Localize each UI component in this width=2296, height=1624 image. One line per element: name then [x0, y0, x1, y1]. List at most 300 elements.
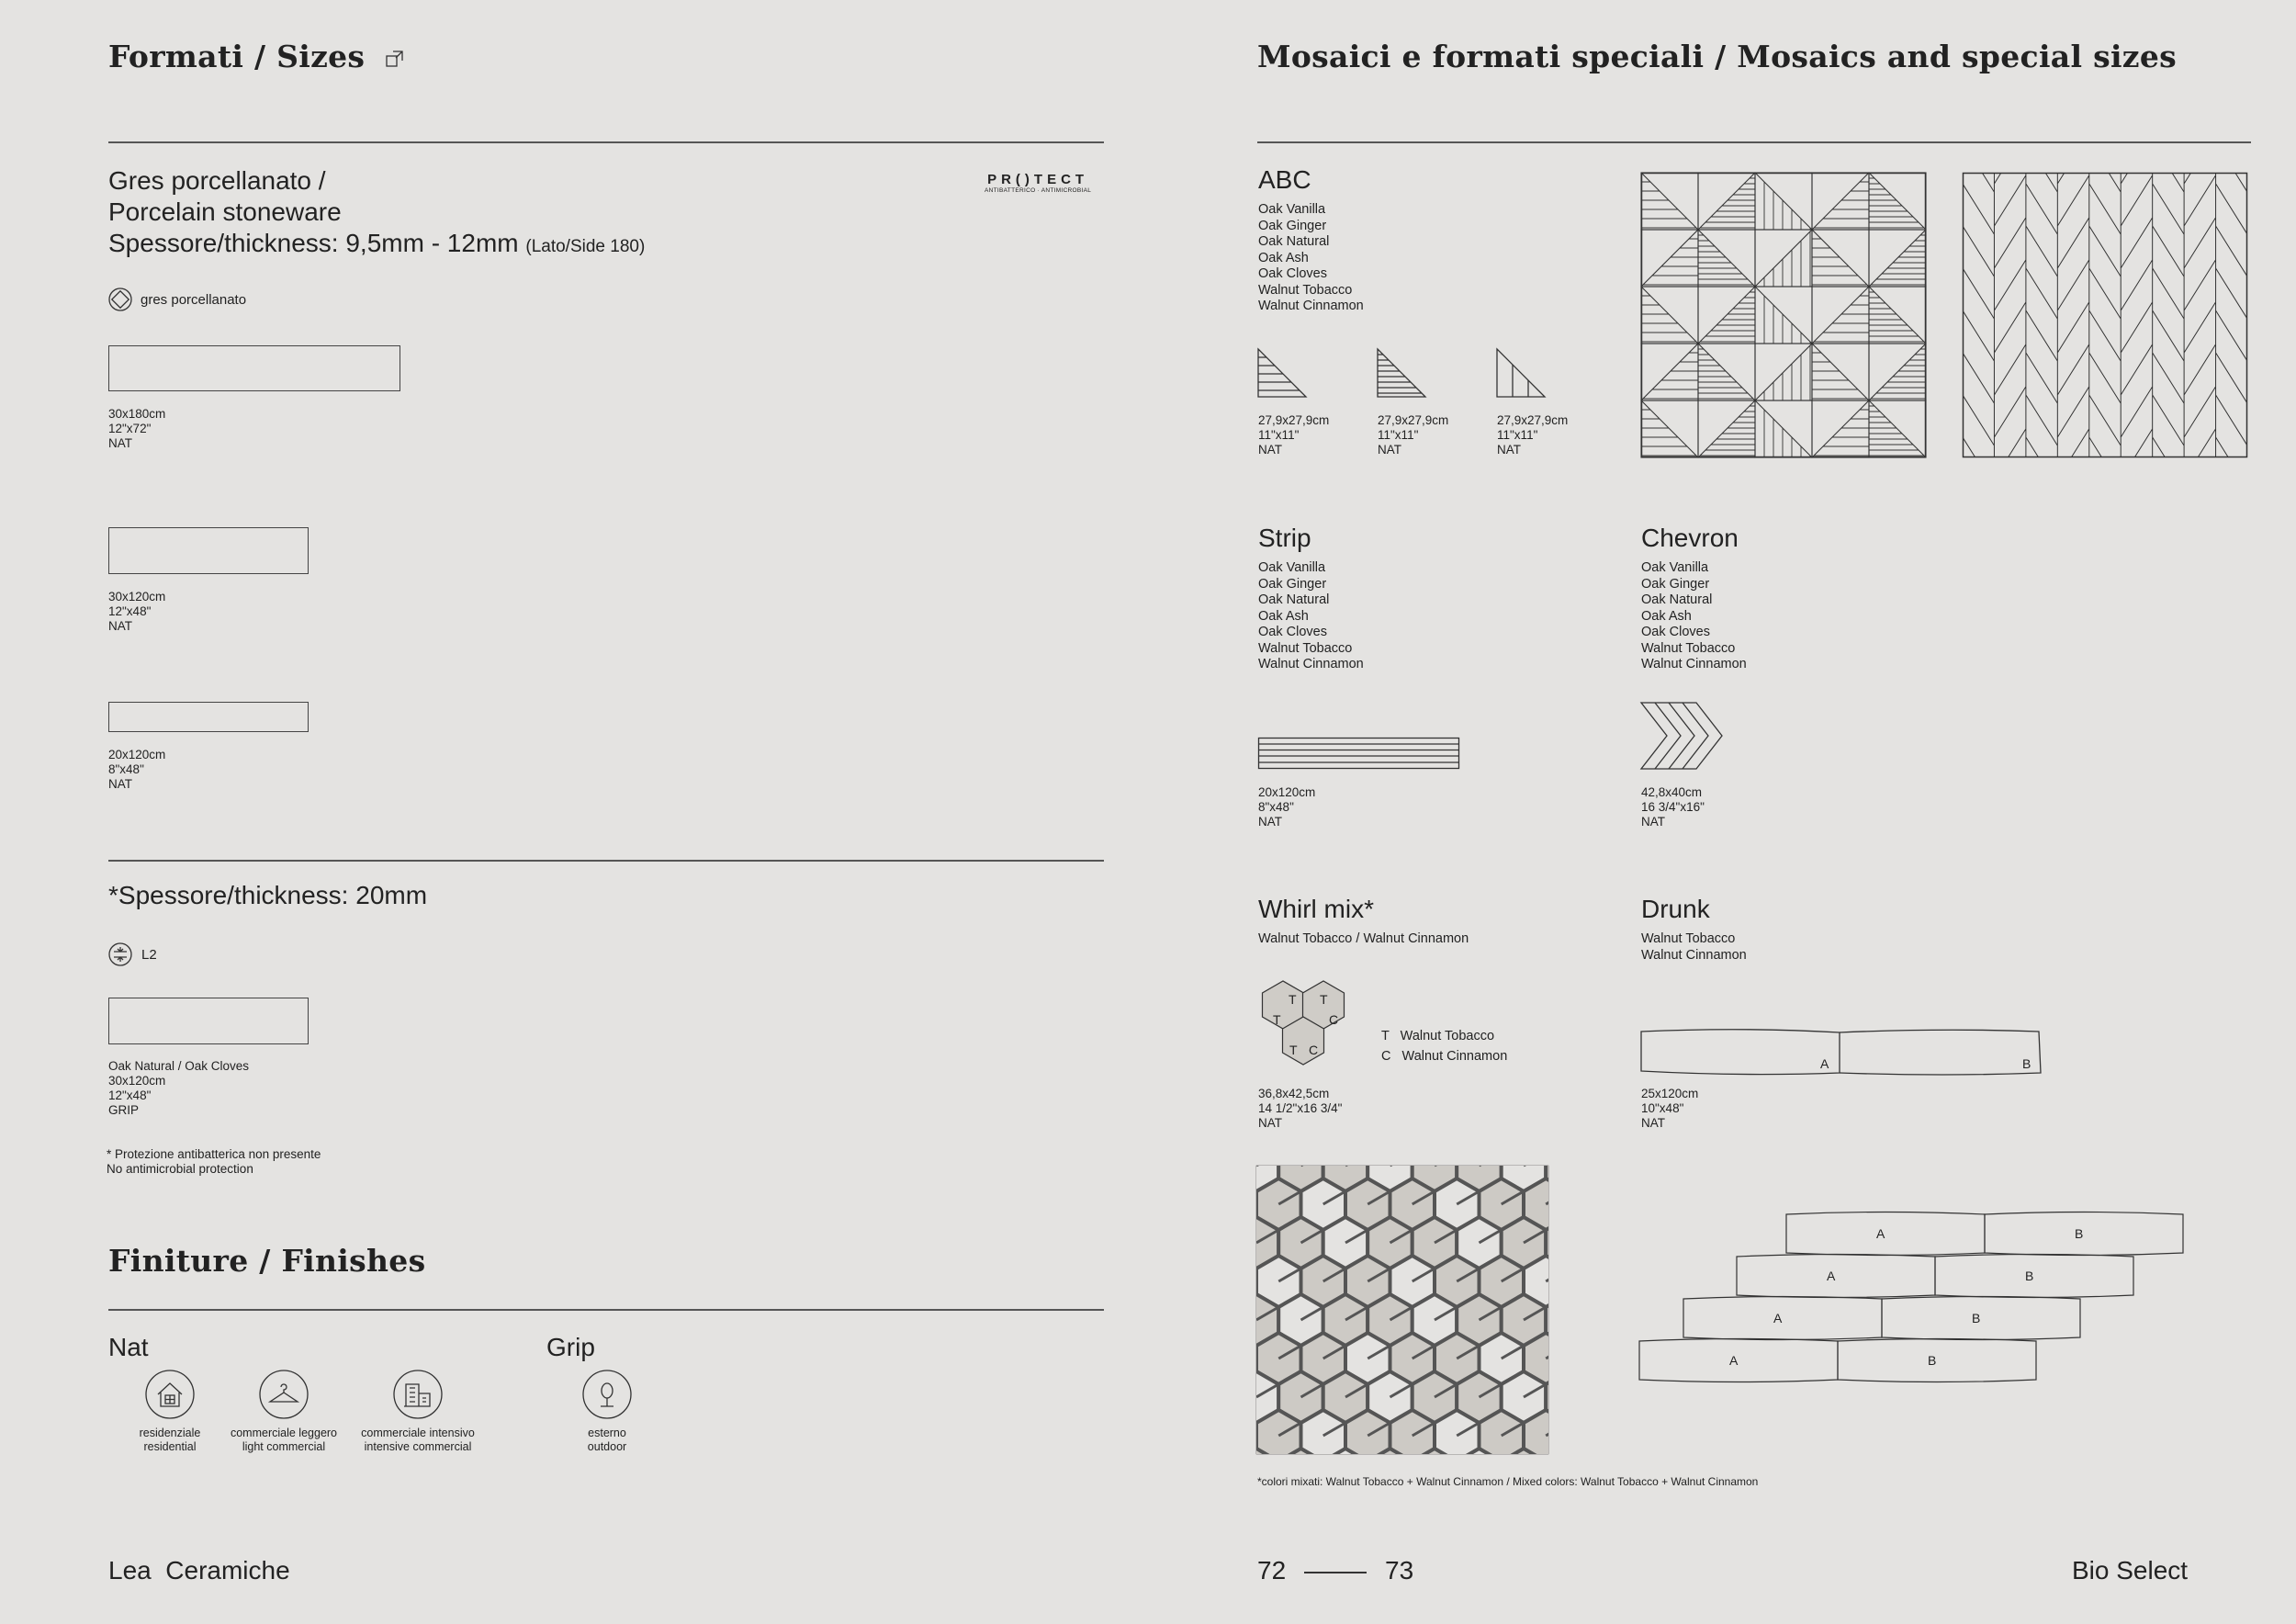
pattern-spoke: [1300, 1153, 1322, 1166]
pattern-hatch: [1814, 182, 1869, 228]
chevron-tile-shape: [1641, 703, 1726, 773]
drunk-label-b: B: [1972, 1311, 1981, 1325]
abc-piece-vertical-lines: [1497, 349, 1547, 399]
size-label-30x120: [108, 590, 165, 634]
pattern-diagonal: [1698, 287, 1755, 344]
chevron-title: Chevron: [1641, 524, 1739, 552]
size-finish: GRIP: [108, 1103, 140, 1117]
nat-title: Nat: [108, 1333, 149, 1361]
pattern-spoke: [1412, 1114, 1435, 1127]
pattern-spoke: [1568, 1307, 1590, 1320]
size-label-30x180: [108, 407, 165, 451]
size-finish: NAT: [108, 777, 132, 791]
pattern-hatch: [1700, 406, 1755, 456]
pattern-spoke: [1345, 1461, 1367, 1474]
pattern-diagonal: [1755, 344, 1812, 400]
pattern-spoke: [1502, 1114, 1524, 1127]
pattern-spoke: [1546, 1191, 1568, 1204]
pattern-hatch: [1641, 410, 1696, 456]
l2-load-icon: [108, 942, 132, 966]
abc-title: ABC: [1258, 165, 1311, 194]
pattern-group: [1189, 1101, 1613, 1539]
hex-label-t: T: [1320, 992, 1328, 1007]
pattern-hatch: [1869, 406, 1924, 456]
pattern-spoke: [1212, 1307, 1234, 1320]
pattern-spoke: [1591, 1346, 1613, 1359]
size-in: 8"x48": [108, 762, 144, 776]
drunk-tile: [1786, 1212, 1985, 1256]
pattern-spoke: [1591, 1191, 1613, 1204]
size-cm: 42,8x40cm: [1641, 785, 1703, 799]
pattern-hex: [1569, 1179, 1614, 1230]
pattern-spoke: [1457, 1500, 1479, 1513]
protect-logo-text: PR()TECT: [987, 172, 1089, 187]
color-item: Walnut Tobacco / Walnut Cinnamon: [1258, 931, 1469, 946]
pattern-spoke: [1234, 1269, 1256, 1281]
abc-piece-label: [1258, 413, 1329, 457]
color-item: Oak Ginger: [1258, 576, 1327, 592]
pattern-diagonal: [1698, 230, 1755, 287]
pattern-spoke: [1234, 1346, 1256, 1359]
brand-name: Lea Ceramiche: [108, 1556, 290, 1585]
size-in: 12"x72": [108, 422, 152, 435]
legend-cinnamon: C Walnut Cinnamon: [1381, 1048, 1508, 1064]
size-in: 11"x11": [1497, 428, 1538, 442]
page-number-left: 72: [1257, 1556, 1287, 1585]
color-item: Walnut Tobacco: [1641, 931, 1736, 946]
pattern-hex: [1189, 1449, 1234, 1500]
size-cm: 30x120cm: [108, 1074, 166, 1088]
pattern-diagonal: [1698, 173, 1755, 230]
pattern-spoke: [1457, 1114, 1479, 1127]
pattern-spoke: [1412, 1500, 1435, 1513]
drunk-label-a: A: [1773, 1311, 1783, 1325]
pattern-hex: [1457, 1449, 1502, 1500]
pattern-hex: [1569, 1410, 1614, 1461]
pattern-spoke: [1234, 1191, 1256, 1204]
pattern-diagonal: [1755, 173, 1812, 230]
pattern-hex: [1546, 1294, 1591, 1346]
pattern-hex: [1278, 1449, 1323, 1500]
color-item: Oak Ash: [1258, 250, 1309, 265]
chevron-color-list: [1641, 560, 1747, 673]
size-in: 16 3/4"x16": [1641, 800, 1705, 814]
abc-piece-dense-lines: [1378, 349, 1427, 399]
gres-line2: Porcelain stoneware: [108, 197, 342, 226]
strip-title: Strip: [1258, 524, 1311, 552]
pattern-spoke: [1546, 1269, 1568, 1281]
whirl-note: *colori mixati: Walnut Tobacco + Walnut Cinnamon / Mixed colors: Walnut Tobacco + Walnut Cinnamon: [1257, 1475, 1759, 1488]
pattern-diagonal: [1869, 344, 1926, 400]
color-item: Oak Ash: [1258, 608, 1309, 624]
gres-heading: [108, 165, 645, 263]
size-cm: 30x180cm: [108, 407, 166, 421]
drunk-size-label: [1641, 1087, 1698, 1131]
pattern-hex: [1345, 1487, 1390, 1539]
right-page-title: Mosaici e formati speciali / Mosaics and special sizes: [1257, 39, 2178, 74]
size-cm: 36,8x42,5cm: [1258, 1087, 1330, 1100]
pattern-hex: [1189, 1294, 1234, 1346]
size-in: 12"x48": [108, 604, 152, 618]
pattern-spoke: [1546, 1114, 1568, 1127]
divider: [108, 1309, 1104, 1311]
pattern-spoke: [1234, 1114, 1256, 1127]
size-finish: NAT: [1378, 443, 1401, 457]
pattern-hex: [1569, 1101, 1614, 1153]
pattern-diagonal: [1812, 173, 1869, 230]
size-cm: 30x120cm: [108, 590, 166, 603]
pattern-hex: [1546, 1449, 1591, 1500]
pattern-hex: [1256, 1487, 1301, 1539]
pattern-diagonal: [1869, 173, 1926, 230]
divider: [108, 860, 1104, 862]
page-separator: [1304, 1572, 1367, 1573]
size-finish: NAT: [1258, 443, 1282, 457]
outdoor-label: [570, 1427, 644, 1454]
drunk-label-a: A: [1827, 1269, 1836, 1283]
pattern-hex: [1502, 1449, 1547, 1500]
pattern-spoke: [1479, 1153, 1501, 1166]
pattern-diagonal: [1641, 344, 1698, 400]
pattern-spoke: [1591, 1500, 1613, 1513]
pattern-hex: [1189, 1140, 1234, 1191]
resize-icon: [385, 49, 405, 69]
pattern-spoke: [1345, 1153, 1367, 1166]
drunk-tile: [1882, 1297, 2080, 1340]
side-note: (Lato/Side 180): [525, 237, 646, 256]
color-item: Oak Vanilla: [1258, 560, 1326, 575]
pattern-spoke: [1568, 1461, 1590, 1474]
color-item: Walnut Cinnamon: [1258, 657, 1364, 671]
size-in: 11"x11": [1378, 428, 1419, 442]
pattern-hatch: [1869, 292, 1924, 342]
gres-line3: [108, 228, 645, 263]
color-item: Oak Vanilla: [1258, 202, 1326, 217]
pattern-hatch: [1871, 349, 1926, 399]
grip-colors: Oak Natural / Oak Cloves: [108, 1059, 250, 1073]
pattern-spoke: [1300, 1461, 1322, 1474]
size-finish: NAT: [108, 619, 132, 633]
size-in: 8"x48": [1258, 800, 1294, 814]
protect-logo-sub: ANTIBATTERICO · ANTIMICROBIAL: [985, 187, 1092, 194]
pattern-diagonal: [1698, 400, 1755, 457]
drunk-label-a: A: [1729, 1353, 1739, 1368]
pattern-hex: [1546, 1140, 1591, 1191]
hex-label-t: T: [1273, 1012, 1281, 1027]
pattern-spoke: [1212, 1461, 1234, 1474]
pattern-hex: [1435, 1487, 1480, 1539]
pattern-hex: [1212, 1333, 1257, 1384]
size-finish: NAT: [108, 436, 132, 450]
pattern-hex: [1189, 1217, 1234, 1269]
drunk-tile: [1838, 1339, 2036, 1382]
label-it: residenziale: [139, 1427, 201, 1439]
pattern-spoke: [1234, 1423, 1256, 1436]
strip-tile-shape: [1258, 738, 1460, 771]
hex-label-t: T: [1289, 992, 1297, 1007]
size-finish: NAT: [1641, 815, 1665, 829]
size-cm: 27,9x27,9cm: [1378, 413, 1449, 427]
note-it: * Protezione antibatterica non presente: [107, 1147, 321, 1161]
pattern-hatch: [1812, 353, 1867, 399]
pattern-hex: [1212, 1410, 1257, 1461]
pattern-spoke: [1568, 1230, 1590, 1243]
pattern-hex: [1189, 1371, 1234, 1423]
color-item: Oak Cloves: [1641, 625, 1710, 639]
drunk-tile: [1683, 1297, 1882, 1340]
pattern-spoke: [1390, 1153, 1412, 1166]
porcelain-label: gres porcellanato: [141, 292, 247, 308]
size-finish: NAT: [1258, 1116, 1282, 1130]
strip-pattern-illustration: [1963, 173, 2247, 457]
pattern-diagonal: [1641, 287, 1698, 344]
pattern-hex: [1524, 1487, 1569, 1539]
pattern-diagonal: [1812, 400, 1869, 457]
pattern-hex: [1212, 1101, 1257, 1153]
pattern-spoke: [1367, 1500, 1390, 1513]
pattern-hex: [1480, 1487, 1525, 1539]
size-label-20x120: [108, 748, 165, 792]
residential-label: [133, 1427, 207, 1454]
pattern-diagonal: [1641, 400, 1698, 457]
pattern-hatch: [1812, 239, 1867, 285]
thickness-text: Spessore/thickness: 9,5mm - 12mm: [108, 229, 519, 257]
grip-title: Grip: [546, 1333, 595, 1361]
abc-piece-label: [1378, 413, 1448, 457]
pattern-hex: [1412, 1449, 1458, 1500]
hex-label-t: T: [1289, 1043, 1298, 1057]
pattern-spoke: [1278, 1500, 1300, 1513]
divider: [108, 141, 1104, 143]
pattern-hatch: [1698, 235, 1753, 285]
drunk-color-list: [1641, 931, 1747, 964]
porcelain-icon: [108, 288, 132, 311]
drunk-tile: [1985, 1212, 2183, 1256]
size-cm: 27,9x27,9cm: [1258, 413, 1330, 427]
page-number-right: 73: [1385, 1556, 1414, 1585]
pattern-diagonal: [1812, 230, 1869, 287]
label-it: commerciale leggero: [230, 1427, 338, 1439]
pattern-spoke: [1591, 1423, 1613, 1436]
pattern-hatch: [1700, 178, 1755, 228]
pattern-diagonal: [1755, 287, 1812, 344]
pattern-hex: [1234, 1449, 1278, 1500]
collection-name: Bio Select: [2072, 1556, 2189, 1585]
pattern-spoke: [1323, 1500, 1345, 1513]
drunk-tile-shape: [1641, 1029, 2045, 1080]
pattern-diagonal: [1641, 230, 1698, 287]
drunk-label-b: B: [2075, 1226, 2084, 1241]
pattern-spoke: [1591, 1114, 1613, 1127]
pattern-hatch: [1641, 296, 1696, 342]
size-rect-30x120: [108, 527, 309, 574]
thickness-20-title: *Spessore/thickness: 20mm: [108, 881, 428, 909]
drunk-label-b: B: [2022, 1056, 2032, 1071]
size-rect-20x120: [108, 702, 309, 732]
pattern-hatch: [1814, 410, 1869, 456]
pattern-hex: [1435, 1101, 1480, 1153]
pattern-hex: [1569, 1487, 1614, 1539]
whirl-tile-shape: [1257, 979, 1358, 1080]
pattern-border: [1964, 174, 2247, 457]
size-in: 10"x48": [1641, 1101, 1684, 1115]
pattern-diagonal: [1755, 230, 1812, 287]
left-page-title-text: Formati / Sizes: [108, 39, 366, 74]
color-item: Walnut Tobacco: [1258, 640, 1353, 656]
color-item: Walnut Tobacco: [1641, 640, 1736, 656]
pattern-spoke: [1367, 1114, 1390, 1127]
pattern-spoke: [1256, 1153, 1278, 1166]
note-en: No antimicrobial protection: [107, 1162, 253, 1176]
pattern-hex: [1390, 1101, 1435, 1153]
pattern-spoke: [1479, 1461, 1501, 1474]
pattern-hatch: [1700, 292, 1755, 342]
pattern-hex: [1367, 1449, 1412, 1500]
grip-size-label: [108, 1059, 249, 1118]
antimicrobial-note: [107, 1147, 321, 1177]
pattern-hex: [1569, 1333, 1614, 1384]
whirl-size-label: [1258, 1087, 1342, 1131]
protect-logo: [985, 172, 1091, 194]
pattern-hex: [1524, 1101, 1569, 1153]
pattern-hex: [1569, 1256, 1614, 1307]
abc-piece-horizontal-lines: [1258, 349, 1308, 399]
color-item: Walnut Tobacco: [1258, 282, 1353, 298]
pattern-hatch: [1871, 235, 1926, 285]
pattern-spoke: [1435, 1461, 1457, 1474]
hex-label-c: C: [1329, 1012, 1339, 1027]
size-cm: 20x120cm: [108, 748, 166, 761]
pattern-spoke: [1390, 1461, 1412, 1474]
divider: [1257, 141, 2251, 143]
whirl-pattern-illustration: [1256, 1166, 1548, 1454]
pattern-hex: [1546, 1371, 1591, 1423]
size-finish: NAT: [1258, 815, 1282, 829]
left-page-title: [108, 39, 405, 74]
color-item: Oak Vanilla: [1641, 560, 1709, 575]
pattern-spoke: [1568, 1153, 1590, 1166]
pattern-spoke: [1212, 1153, 1234, 1166]
pattern-spoke: [1524, 1153, 1546, 1166]
pattern-hex: [1345, 1101, 1390, 1153]
pattern-spoke: [1256, 1461, 1278, 1474]
size-rect-30x180: [108, 345, 400, 391]
label-en: residential: [143, 1440, 197, 1453]
color-item: Oak Natural: [1641, 592, 1713, 607]
drunk-tile: [1639, 1339, 1838, 1382]
pattern-lines: [1963, 0, 2247, 784]
pattern-diagonal: [1869, 400, 1926, 457]
pattern-hex: [1390, 1487, 1435, 1539]
drunk-label-b: B: [2025, 1269, 2034, 1283]
tree-icon: [582, 1370, 632, 1419]
building-icon: [393, 1370, 443, 1419]
size-in: 11"x11": [1258, 428, 1300, 442]
pattern-spoke: [1502, 1500, 1524, 1513]
pattern-hex: [1546, 1217, 1591, 1269]
pattern-spoke: [1234, 1500, 1256, 1513]
color-item: Walnut Cinnamon: [1641, 657, 1747, 671]
pattern-hatch: [1641, 182, 1696, 228]
finishes-title: Finiture / Finishes: [108, 1243, 426, 1279]
pattern-diagonal: [1698, 344, 1755, 400]
hex-label-c: C: [1309, 1043, 1319, 1057]
strip-size-label: [1258, 785, 1315, 829]
whirl-colors: [1258, 931, 1469, 948]
pattern-spoke: [1591, 1269, 1613, 1281]
color-item: Oak Natural: [1258, 592, 1330, 607]
pattern-diagonal: [1869, 287, 1926, 344]
pattern-hex: [1301, 1487, 1346, 1539]
size-finish: NAT: [1497, 443, 1521, 457]
size-cm: 25x120cm: [1641, 1087, 1699, 1100]
color-item: Oak Ginger: [1258, 218, 1327, 233]
abc-piece-label: [1497, 413, 1568, 457]
label-en: outdoor: [587, 1440, 627, 1453]
size-in: 12"x48": [108, 1088, 152, 1102]
abc-color-list: [1258, 202, 1364, 315]
color-item: Oak Cloves: [1258, 266, 1327, 281]
color-item: Walnut Cinnamon: [1258, 299, 1364, 313]
pattern-diagonal: [1869, 230, 1926, 287]
color-item: Oak Ginger: [1641, 576, 1710, 592]
abc-pattern-illustration: [1641, 173, 1926, 457]
pattern-spoke: [1435, 1153, 1457, 1166]
pattern-spoke: [1212, 1230, 1234, 1243]
label-it: commerciale intensivo: [361, 1427, 475, 1439]
label-en: intensive commercial: [364, 1440, 472, 1453]
l2-label: L2: [141, 947, 157, 963]
label-it: esterno: [588, 1427, 626, 1439]
whirl-title: Whirl mix*: [1258, 895, 1374, 923]
pattern-diagonal: [1641, 173, 1698, 230]
pattern-spoke: [1568, 1384, 1590, 1397]
pattern-hatch: [1643, 239, 1698, 285]
pattern-hatch: [1698, 349, 1753, 399]
pattern-hatch: [1643, 353, 1698, 399]
drunk-label-a: A: [1820, 1056, 1829, 1071]
drunk-label-b: B: [1928, 1353, 1937, 1368]
drunk-label-a: A: [1876, 1226, 1885, 1241]
whirl-legend: [1381, 1029, 1507, 1065]
pattern-hex: [1212, 1256, 1257, 1307]
pattern-hex: [1212, 1487, 1257, 1539]
color-item: Oak Natural: [1258, 234, 1330, 249]
size-cm: 20x120cm: [1258, 785, 1316, 799]
gres-line1: Gres porcellanato /: [108, 166, 326, 195]
label-en: light commercial: [242, 1440, 326, 1453]
color-item: Walnut Cinnamon: [1641, 947, 1747, 963]
pattern-hex: [1212, 1179, 1257, 1230]
pattern-hatch: [1764, 231, 1810, 287]
pattern-spoke: [1546, 1500, 1568, 1513]
light-commercial-label: [219, 1427, 348, 1454]
drunk-tile: [1935, 1255, 2133, 1298]
drunk-title: Drunk: [1641, 895, 1710, 923]
pattern-hatch: [1869, 178, 1924, 228]
color-item: Oak Ash: [1641, 608, 1692, 624]
pattern-hatch: [1764, 345, 1810, 400]
strip-color-list: [1258, 560, 1364, 673]
pattern-diagonal: [1812, 287, 1869, 344]
pattern-diagonal: [1812, 344, 1869, 400]
intensive-commercial-label: [354, 1427, 482, 1454]
drunk-layout-illustration: [1639, 1211, 2227, 1394]
pattern-spoke: [1524, 1461, 1546, 1474]
drunk-tile: [1737, 1255, 1935, 1298]
size-cm: 27,9x27,9cm: [1497, 413, 1569, 427]
legend-tobacco: T Walnut Tobacco: [1381, 1029, 1495, 1043]
